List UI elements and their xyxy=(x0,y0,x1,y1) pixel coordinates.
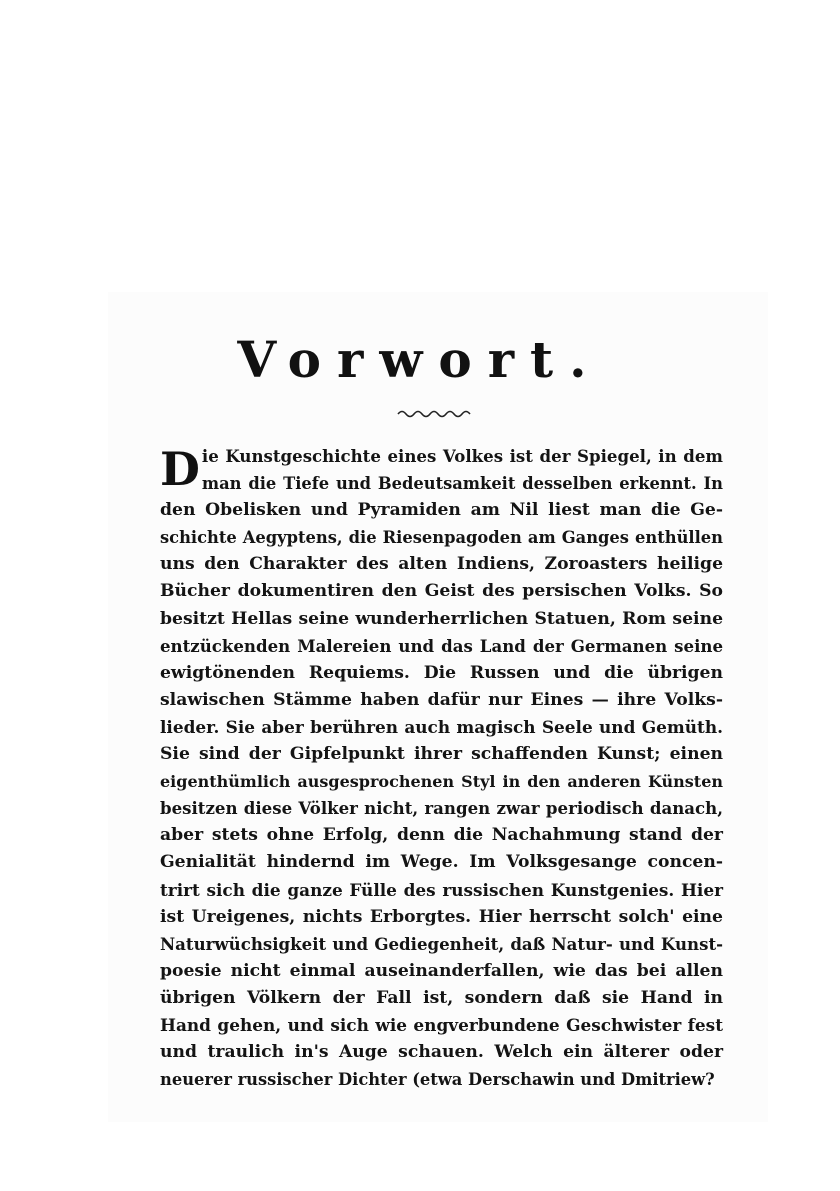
text-line: Hand gehen, und sich wie engverbundene Geschwister fest xyxy=(160,1014,723,1035)
text-line: trirt sich die ganze Fülle des russischen Kunstgenies. Hier xyxy=(160,879,723,900)
text-line: ie Kunstgeschichte eines Volkes ist der Spiegel, in dem xyxy=(201,446,723,466)
text-line: man die Tiefe und Bedeutsamkeit desselben erkennt. In xyxy=(201,474,723,494)
text-line: entzückenden Malereien und das Land der Germanen seine xyxy=(160,635,723,656)
text-line: slawischen Stämme haben dafür nur Eines — ihre Volks- xyxy=(160,689,723,710)
text-line: schichte Aegyptens, die Riesenpagoden am Ganges enthüllen xyxy=(160,528,723,548)
text-line: uns den Charakter des alten Indiens, Zoroasters heilige xyxy=(160,554,723,575)
text-line: den Obelisken und Pyramiden am Nil liest man die Ge- xyxy=(160,500,723,521)
opening-paragraph xyxy=(160,443,723,497)
text-line: und traulich in's Auge schauen. Welch ein älterer oder xyxy=(160,1042,723,1063)
text-line: Genialität hindernd im Wege. Im Volksgesange concen- xyxy=(160,852,723,873)
drop-cap: D xyxy=(160,442,200,496)
text-line: eigenthümlich ausgesprochenen Styl in den anderen Künsten xyxy=(160,772,723,792)
body-text xyxy=(160,443,723,1093)
text-line: ewigtönenden Requiems. Die Russen und die übrigen xyxy=(160,662,723,683)
text-line: Bücher dokumentiren den Geist des persischen Volks. So xyxy=(160,581,723,602)
text-line: ist Ureigenes, nichts Erborgtes. Hier herrscht solch' eine xyxy=(160,906,723,927)
text-line: Sie sind der Gipfelpunkt ihrer schaffenden Kunst; einen xyxy=(160,744,723,765)
text-line: besitzen diese Völker nicht, rangen zwar periodisch danach, xyxy=(160,798,723,819)
text-line: neuerer russischer Dichter (etwa Derschawin und Dmitriew? xyxy=(160,1070,715,1090)
text-line: lieder. Sie aber berühren auch magisch Seele und Gemüth. xyxy=(160,716,723,737)
wave-ornament-icon xyxy=(396,408,474,420)
text-line: übrigen Völkern der Fall ist, sondern daß sie Hand in xyxy=(160,987,723,1008)
text-line: aber stets ohne Erfolg, denn die Nachahmung stand der xyxy=(160,825,723,846)
text-line: besitzt Hellas seine wunderherrlichen Statuen, Rom seine xyxy=(160,608,723,629)
text-line: poesie nicht einmal auseinanderfallen, wie das bei allen xyxy=(160,960,723,981)
page-title: Vorwort. xyxy=(237,330,603,389)
text-line: Naturwüchsigkeit und Gediegenheit, daß Natur- und Kunst- xyxy=(160,933,723,954)
